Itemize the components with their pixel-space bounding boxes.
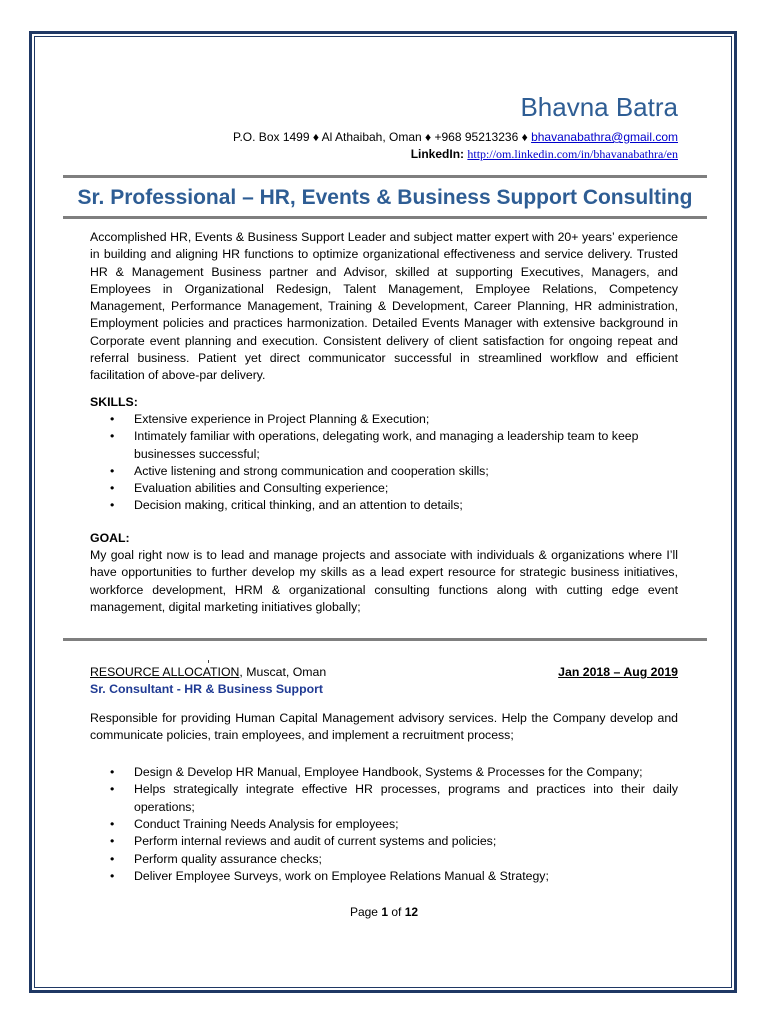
linkedin-line (90, 146, 678, 163)
experience-section (90, 664, 678, 885)
page-word: Page (349, 905, 382, 919)
list-item: • Extensive experience in Project Planning & Execution; (134, 411, 678, 428)
list-item: • Helps strategically integrate effective HR processes, programs and practices into their daily operations; (134, 781, 678, 816)
contact-address: P.O. Box 1499 ♦ Al Athaibah, Oman ♦ +968 95213236 ♦ (233, 130, 528, 144)
goal-heading: GOAL: (90, 530, 130, 545)
company-line (90, 664, 326, 681)
skills-heading: SKILLS: (90, 394, 138, 409)
profile-section (90, 229, 678, 616)
list-item: • Intimately familiar with operations, delegating work, and managing a leadership team to keep businesses successful; (134, 428, 678, 463)
skills-list (90, 411, 678, 515)
role-title: Sr. Consultant - HR & Business Support (90, 682, 323, 697)
candidate-name: Bhavna Batra (520, 92, 678, 122)
goal-paragraph: My goal right now is to lead and manage projects and associate with individuals & organizations where I’ll have opportunities to further develop my skills as a lead expert resource for strategic business initiatives, workforce development, HRM & organizational consulting functions along with cutting edge event management, digital marketing initiatives globally; (90, 548, 678, 614)
role-description: Responsible for providing Human Capital Management advisory services. Help the Company develop and communicate policies, train employees, and implement a recruitment process; (90, 710, 678, 742)
page-total: 12 (404, 905, 419, 919)
list-item: • Decision making, critical thinking, and an attention to details; (134, 497, 678, 514)
tick-mark (208, 660, 209, 663)
divider-experience (63, 638, 707, 641)
page-footer (0, 905, 768, 919)
of-word: of (388, 905, 405, 919)
resume-header (90, 92, 678, 163)
company-location: , Muscat, Oman (239, 665, 327, 679)
list-item: • Active listening and strong communication and cooperation skills; (134, 463, 678, 480)
company-name: RESOURCE ALLOCATION (90, 665, 240, 679)
professional-title: Sr. Professional – HR, Events & Business Support Consulting (77, 186, 693, 209)
list-item: • Evaluation abilities and Consulting experience; (134, 480, 678, 497)
list-item: • Conduct Training Needs Analysis for employees; (134, 816, 678, 833)
list-item: • Deliver Employee Surveys, work on Employee Relations Manual & Strategy; (134, 868, 678, 885)
contact-line (90, 128, 678, 146)
email-link[interactable]: bhavanabathra@gmail.com (531, 130, 678, 144)
divider-top (63, 175, 707, 178)
experience-header (90, 664, 678, 681)
linkedin-label: LinkedIn: (410, 147, 465, 161)
employment-dates: Jan 2018 – Aug 2019 (558, 665, 678, 679)
summary-paragraph: Accomplished HR, Events & Business Support Leader and subject matter expert with 20+ years’ experience in building and aligning HR functions to optimize organizational effectiveness and service delivery. Trusted HR & Management Business partner and Advisor, skilled at supporting Executives, Managers, and Employees in Organizational Redesign, Talent Management, Employee Relations, Competency Management, Performance Management, Training & Development, Career Planning, HR administration, Employment policies and practices harmonization. Detailed Events Manager with extensive background in Corporate event planning and execution. Consistent delivery of client satisfaction for ongoing repeat and referral business. Patient yet direct communicator successful in streamlined workflow and efficient facilitation of above-par delivery. (90, 230, 678, 383)
list-item: • Perform internal reviews and audit of current systems and policies; (134, 833, 678, 850)
linkedin-link[interactable]: http://om.linkedin.com/in/bhavanabathra/en (467, 147, 678, 161)
list-item: • Design & Develop HR Manual, Employee Handbook, Systems & Processes for the Company; (134, 764, 678, 781)
divider-below-title (63, 216, 707, 219)
responsibilities-list (90, 764, 678, 885)
list-item: • Perform quality assurance checks; (134, 851, 678, 868)
page-number: 1 (381, 905, 388, 919)
